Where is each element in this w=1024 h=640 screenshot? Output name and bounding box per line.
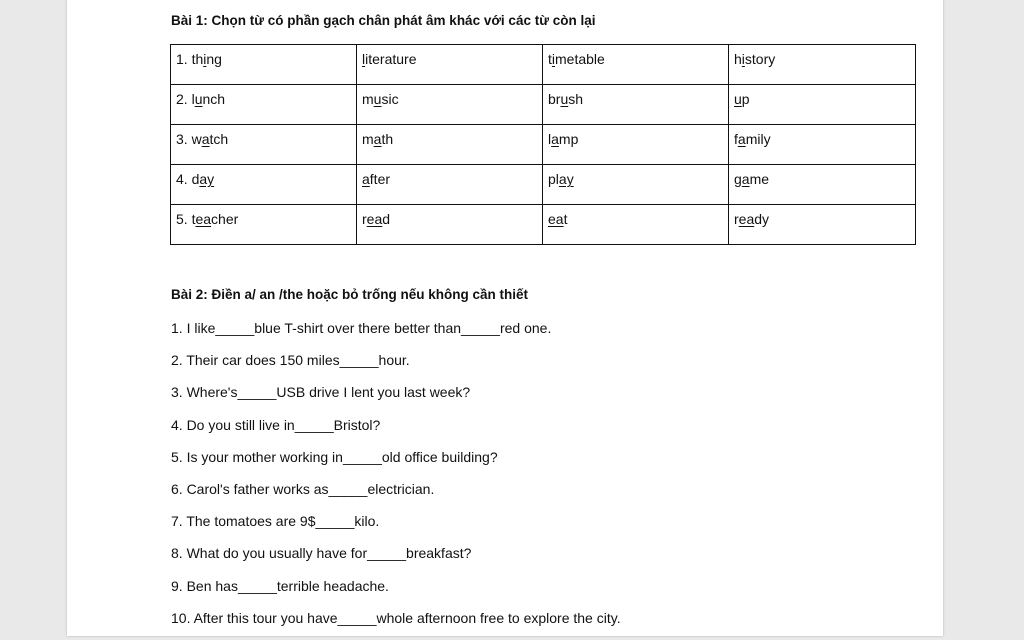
- word-cell: [543, 165, 729, 205]
- word-part: story: [744, 51, 776, 67]
- underlined-letters: a: [362, 171, 370, 187]
- word-part: r: [734, 211, 739, 227]
- word-cell: [171, 205, 357, 245]
- word-cell: [729, 165, 916, 205]
- word-part: m: [362, 131, 374, 147]
- underlined-letters: ay: [199, 171, 215, 187]
- underlined-letters: ea: [548, 211, 564, 227]
- word-part: sic: [381, 91, 399, 107]
- word-part: 5. t: [176, 211, 196, 227]
- sentence-list: [171, 318, 621, 640]
- word-part: pl: [548, 171, 559, 187]
- underlined-letters: a: [741, 171, 750, 187]
- table-row: [171, 165, 916, 205]
- exercise-1-title: Bài 1: Chọn từ có phần gạch chân phát âm khác với các từ còn lại: [171, 13, 596, 28]
- underlined-letters: ea: [738, 211, 755, 227]
- word-cell: [357, 165, 543, 205]
- word-part: 3. w: [176, 131, 202, 147]
- underlined-letters: u: [560, 91, 569, 107]
- sentence-item: 3. Where's_____USB drive I lent you last week?: [171, 384, 471, 401]
- word-cell: [543, 125, 729, 165]
- word-cell: [357, 125, 543, 165]
- underlined-letters: i: [203, 51, 207, 67]
- word-part: th: [381, 131, 394, 147]
- word-part: 2. l: [176, 91, 195, 107]
- word-cell: [357, 85, 543, 125]
- word-part: t: [548, 51, 552, 67]
- sentence-item: 6. Carol's father works as_____electrician.: [171, 480, 435, 497]
- pronunciation-table: [170, 44, 916, 245]
- word-cell: [357, 205, 543, 245]
- document-page: [67, 0, 943, 636]
- underlined-letters: ea: [195, 211, 212, 227]
- word-part: iterature: [365, 51, 417, 67]
- word-part: cher: [211, 211, 239, 227]
- word-part: mily: [745, 131, 771, 147]
- underlined-letters: a: [737, 131, 746, 147]
- sentence-item: 9. Ben has_____terrible headache.: [171, 577, 389, 594]
- word-part: t: [563, 211, 568, 227]
- word-cell: [729, 85, 916, 125]
- word-part: mp: [558, 131, 579, 147]
- word-part: metable: [555, 51, 605, 67]
- word-part: tch: [209, 131, 229, 147]
- table-row: [171, 85, 916, 125]
- underlined-letters: a: [201, 131, 210, 147]
- word-part: sh: [568, 91, 584, 107]
- word-cell: [171, 165, 357, 205]
- word-part: me: [749, 171, 770, 187]
- underlined-letters: ea: [366, 211, 383, 227]
- sentence-item: 2. Their car does 150 miles_____hour.: [171, 352, 410, 369]
- word-part: h: [734, 51, 742, 67]
- word-part: d: [382, 211, 391, 227]
- word-part: 4. d: [176, 171, 200, 187]
- underlined-letters: l: [362, 51, 366, 67]
- word-part: fter: [369, 171, 391, 187]
- sentence-item: 5. Is your mother working in_____old office building?: [171, 448, 498, 465]
- table-row: [171, 125, 916, 165]
- word-cell: [729, 45, 916, 85]
- word-cell: [357, 45, 543, 85]
- word-part: ng: [206, 51, 222, 67]
- word-cell: [543, 45, 729, 85]
- underlined-letters: i: [741, 51, 745, 67]
- word-part: m: [362, 91, 374, 107]
- word-cell: [543, 85, 729, 125]
- word-part: dy: [754, 211, 770, 227]
- exercise-2-title: Bài 2: Điền a/ an /the hoặc bỏ trống nếu không cần thiết: [171, 287, 529, 302]
- word-part: l: [548, 131, 552, 147]
- sentence-item: 8. What do you usually have for_____breakfast?: [171, 545, 472, 562]
- word-cell: [729, 205, 916, 245]
- underlined-letters: u: [734, 91, 742, 107]
- word-cell: [171, 85, 357, 125]
- underlined-letters: a: [373, 131, 382, 147]
- underlined-letters: u: [194, 91, 203, 107]
- word-part: f: [734, 131, 738, 147]
- sentence-item: 7. The tomatoes are 9$_____kilo.: [171, 513, 380, 530]
- word-part: 1. th: [176, 51, 204, 67]
- sentence-item: 4. Do you still live in_____Bristol?: [171, 416, 381, 433]
- word-part: g: [734, 171, 742, 187]
- word-cell: [171, 45, 357, 85]
- underlined-letters: u: [373, 91, 382, 107]
- table-row: [171, 45, 916, 85]
- sentence-item: 10. After this tour you have_____whole afternoon free to explore the city.: [171, 609, 621, 626]
- word-part: p: [741, 91, 750, 107]
- underlined-letters: a: [551, 131, 559, 147]
- table-row: [171, 205, 916, 245]
- word-cell: [171, 125, 357, 165]
- word-part: nch: [202, 91, 226, 107]
- underlined-letters: ay: [558, 171, 574, 187]
- word-cell: [543, 205, 729, 245]
- word-cell: [729, 125, 916, 165]
- word-part: r: [362, 211, 367, 227]
- underlined-letters: i: [551, 51, 556, 67]
- word-part: br: [548, 91, 561, 107]
- sentence-item: 1. I like_____blue T-shirt over there better than_____red one.: [171, 320, 552, 336]
